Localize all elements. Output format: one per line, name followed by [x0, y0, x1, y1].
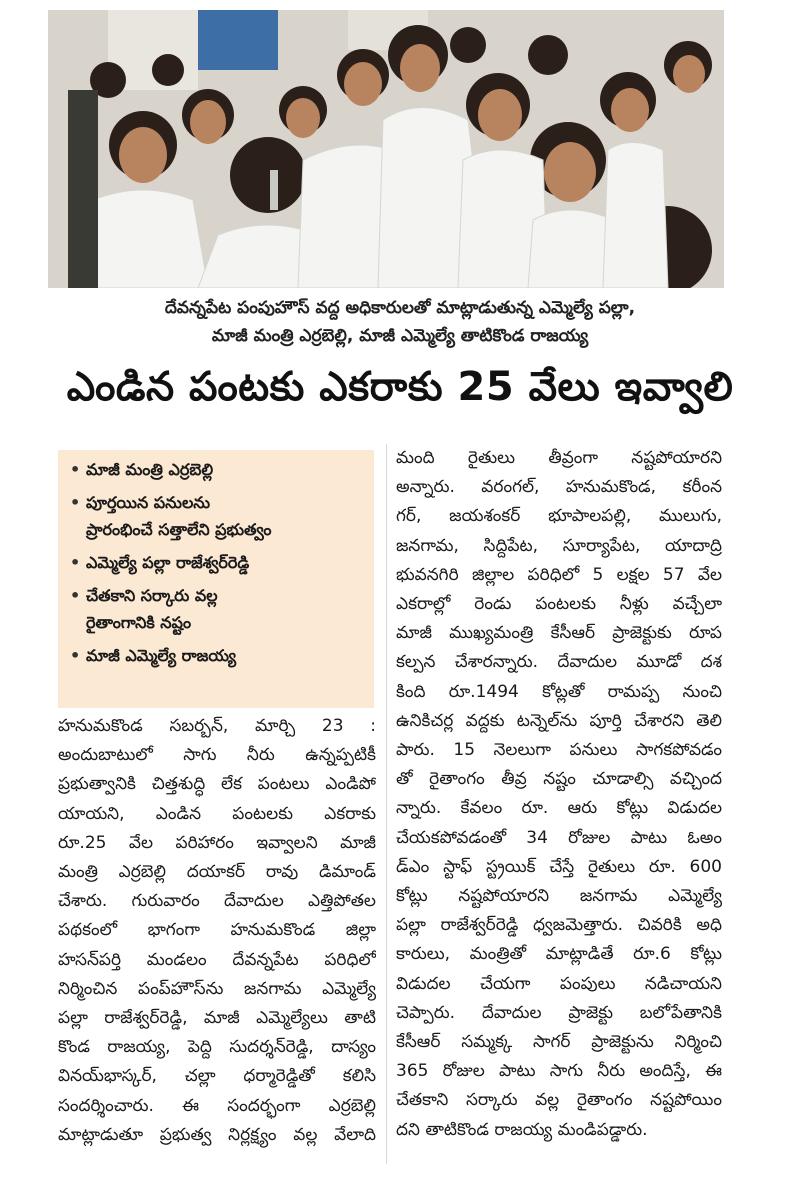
highlight-text: మాజీ మంత్రి ఎర్రబెల్లి [86, 460, 214, 479]
highlight-item [70, 456, 368, 483]
bullet-icon: • [70, 553, 81, 572]
article-headline: ఎండిన పంటకు ఎకరాకు 25 వేలు ఇవ్వాలి [66, 364, 734, 410]
body-line: న్నారు. కేవలం రూ. ఆరు కోట్లు విడుదల [396, 798, 722, 819]
body-line: ఎకరాల్లో రెండు పంటలకు నీళ్లు వచ్చేలా [396, 594, 722, 615]
body-line: రూ.25 వేల పరిహారం ఇవ్వాలని మాజీ [58, 832, 376, 853]
bullet-icon: • [70, 460, 81, 479]
highlight-text: పూర్తయిన పనులను ప్రారంభించే సత్తాలేని ప్రభుత్వం [86, 493, 272, 539]
bullet-icon: • [70, 493, 81, 512]
body-line: పథకంలో భాగంగా హనుమకొండ జిల్లా [58, 920, 376, 941]
body-line: మాట్లాడుతూ ప్రభుత్వ నిర్లక్ష్యం వల్ల వేలాది [58, 1124, 376, 1145]
body-line: 365 రోజుల పాటు సాగు నీరు అందిస్తే, ఈ [396, 1061, 722, 1082]
article-body-left [58, 712, 376, 1150]
body-line: యాయని, ఎండిన పంటలకు ఎకరాకు [58, 803, 376, 824]
body-line: గర్, జయశంకర్ భూపాలపల్లి, ములుగు, [396, 506, 722, 527]
body-line: వినయ్‌భాస్కర్, చల్లా ధర్మారెడ్డితో కలిసి [58, 1066, 376, 1087]
body-line: పల్లా రాజేశ్వర్‌రెడ్డి, మాజీ ఎమ్మెల్యేలు తాటి [58, 1008, 376, 1029]
highlight-item [70, 489, 368, 543]
news-photo [48, 10, 724, 288]
body-line: పల్లా రాజేశ్వర్‌రెడ్డి ధ్వజమెత్తారు. చివరికి అధి [396, 915, 722, 936]
highlight-item [70, 582, 368, 636]
body-line: దని తాటికొండ రాజయ్య మండిపడ్డారు. [396, 1119, 648, 1140]
body-line: కింది రూ.1494 కోట్లతో రామప్ప నుంచి [396, 681, 722, 702]
body-line: కేసీఆర్ సమ్మక్క సాగర్ ప్రాజెక్టును నిర్మించి [396, 1032, 722, 1053]
body-line: భువనగిరి జిల్లాల పరిధిలో 5 లక్షల 57 వేల [396, 564, 722, 585]
highlights-box [58, 450, 374, 708]
caption-line-2: మాజీ మంత్రి ఎర్రబెల్లి, మాజీ ఎమ్మెల్యే తాటికొండ రాజయ్య [211, 326, 589, 346]
body-line: కారులు, మంత్రితో మాట్లాడితే రూ.6 కోట్లు [396, 944, 722, 965]
highlight-text: మాజీ ఎమ్మెల్యే రాజయ్య [86, 646, 237, 665]
body-line: హనుమకొండ సబర్బన్, మార్చి 23 : [58, 716, 376, 736]
body-line: అందుబాటులో సాగు నీరు ఉన్నప్పటికీ [58, 745, 376, 766]
body-line: ఉనికిచర్ల వద్దకు టన్నెల్‌ను పూర్తి చేశారని తెలి [396, 710, 722, 731]
body-line: చేతకాని సర్కారు వల్ల రైతాంగం నష్టపోయిం [396, 1090, 722, 1111]
body-line: మంత్రి ఎర్రబెల్లి దయాకర్ రావు డిమాండ్ [58, 862, 376, 883]
body-line: హసన్‌పర్తి మండలం దేవన్నపేట పరిధిలో [58, 949, 376, 970]
article-body-right [396, 444, 722, 1145]
body-line: తో రైతాంగం తీవ్ర నష్టం చూడాల్సి వచ్చింద [396, 769, 722, 790]
photo-caption [20, 294, 780, 350]
body-line: పారు. 15 నెలలుగా పనులు సాగకపోవడం [396, 740, 722, 761]
body-line: విడుదల చేయగా పంపులు నడిచాయని [396, 973, 722, 994]
body-line: మంది రైతులు తీవ్రంగా నష్టపోయారని [396, 448, 722, 468]
body-line: మాజీ ముఖ్యమంత్రి కేసీఆర్ ప్రాజెక్టుకు రూప [396, 623, 722, 644]
highlight-item [70, 549, 368, 576]
highlight-item [70, 642, 368, 669]
body-line: చెప్పారు. దేవాదుల ప్రాజెక్టు బలోపేతానికి [396, 1002, 722, 1023]
body-line: చేయకపోవడంతో 34 రోజుల పాటు ఓఅం [396, 827, 722, 848]
body-line: నిర్మించిన పంప్‌హౌస్‌ను జనగామ ఎమ్మెల్యే [58, 978, 376, 999]
body-line: జనగామ, సిద్దిపేట, సూర్యాపేట, యాదాద్రి [396, 535, 722, 556]
bullet-icon: • [70, 646, 81, 665]
body-line: ప్రభుత్వానికి చిత్తశుద్ధి లేక పంటలు ఎండిపో [58, 774, 376, 795]
body-line: డ్‌ఎం స్టాఫ్ స్ట్రయిక్ చేస్తే రైతులు రూ. 600 [396, 856, 722, 877]
caption-line-1: దేవన్నపేట పంపుహౌస్ వద్ద అధికారులతో మాట్లాడుతున్న ఎమ్మెల్యే పల్లా, [164, 298, 636, 318]
body-line: సందర్శించారు. ఈ సందర్భంగా ఎర్రబెల్లి [58, 1095, 376, 1116]
column-divider [386, 444, 387, 1164]
body-line: కొండ రాజయ్య, పెద్ది సుదర్శన్‌రెడ్డి, దాస్యం [58, 1037, 376, 1058]
body-line: కల్పన చేశారన్నారు. దేవాదుల మూడో దశ [396, 652, 722, 673]
bullet-icon: • [70, 586, 81, 605]
press-photo-icon [48, 10, 724, 288]
body-line: చేశారు. గురువారం దేవాదుల ఎత్తిపోతల [58, 891, 376, 912]
body-line: అన్నారు. వరంగల్, హనుమకొండ, కరీంన [396, 477, 722, 498]
highlight-text: ఎమ్మెల్యే పల్లా రాజేశ్వర్‌రెడ్డి [86, 553, 250, 572]
body-line: కోట్లు నష్టపోయారని జనగామ ఎమ్మెల్యే [396, 886, 722, 907]
highlight-text: చేతకాని సర్కారు వల్ల రైతాంగానికి నష్టం [86, 586, 218, 632]
